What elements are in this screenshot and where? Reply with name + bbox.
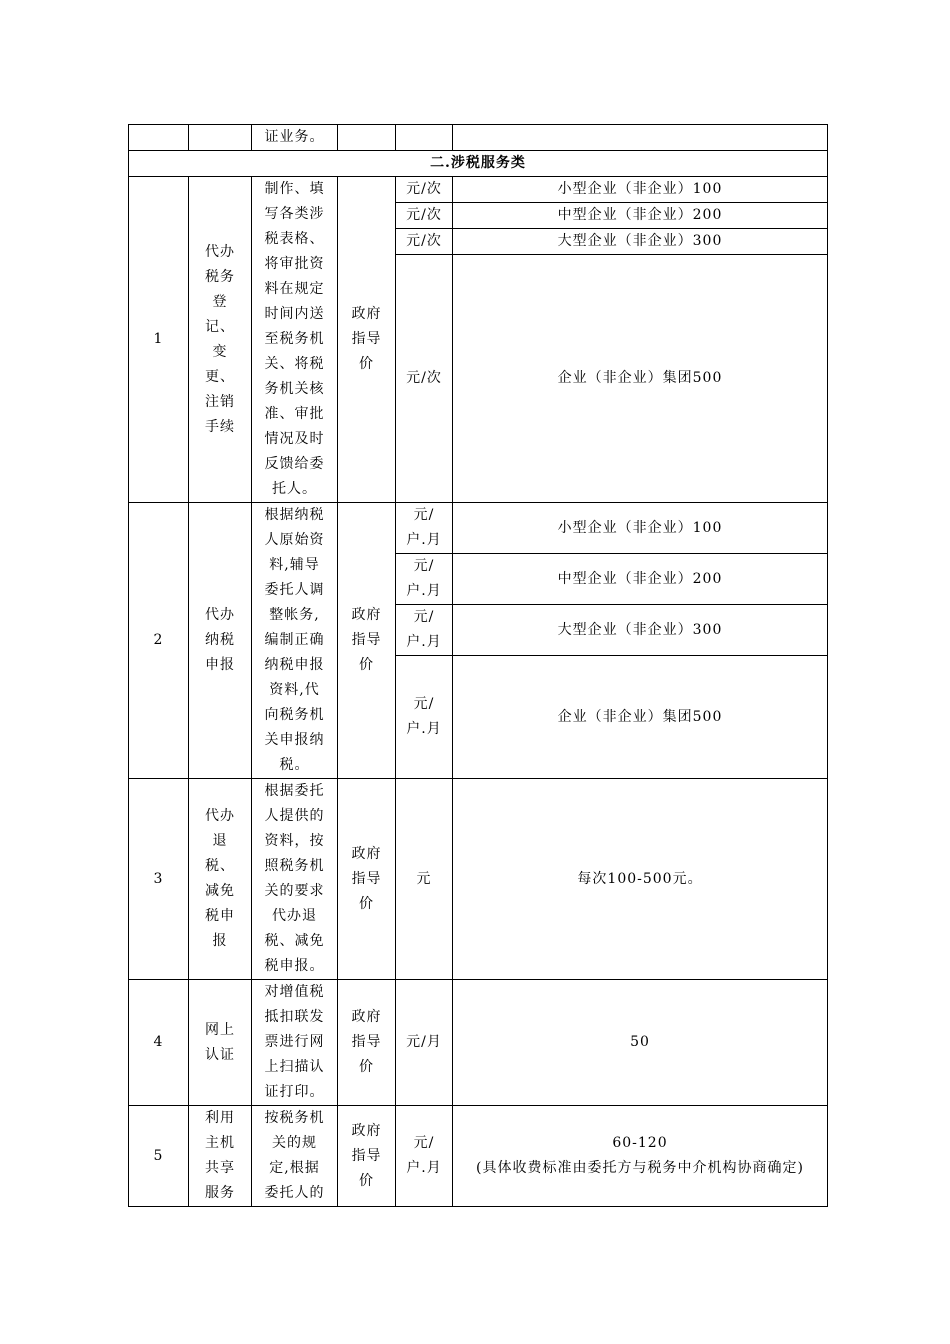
item-fee: 每次100-500元。 <box>453 779 828 980</box>
item-fee: 企业（非企业）集团500 <box>453 656 828 779</box>
cell-pricing <box>338 125 396 151</box>
item-name: 代办 退 税、 减免 税申 报 <box>189 779 252 980</box>
cell-content: 证业务。 <box>252 125 338 151</box>
item-content: 对增值税 抵扣联发 票进行网 上扫描认 证打印。 <box>252 980 338 1106</box>
item-pricing: 政府 指导 价 <box>338 1106 396 1207</box>
item-fee: 大型企业（非企业）300 <box>453 229 828 255</box>
item-name: 网上 认证 <box>189 980 252 1106</box>
item-content: 按税务机 关的规 定,根据 委托人的 <box>252 1106 338 1207</box>
item-content: 制作、填 写各类涉 税表格、 将审批资 料在规定 时间内送 至税务机 关、将税 务机关核 准、审批 情况及时 反馈给委 托人。 <box>252 177 338 503</box>
item-unit: 元/次 <box>396 255 453 503</box>
section-row <box>129 151 828 177</box>
item-name: 代办 纳税 申报 <box>189 503 252 779</box>
item-fee: 小型企业（非企业）100 <box>453 503 828 554</box>
table-row <box>129 503 828 554</box>
item-unit: 元/ 户.月 <box>396 554 453 605</box>
item-fee: 中型企业（非企业）200 <box>453 203 828 229</box>
item-fee: 60-120 (具体收费标准由委托方与税务中介机构协商确定) <box>453 1106 828 1207</box>
item-name: 利用 主机 共享 服务 <box>189 1106 252 1207</box>
table-row-carryover <box>129 125 828 151</box>
item-unit: 元/次 <box>396 229 453 255</box>
item-name: 代办 税务 登 记、 变 更、 注销 手续 <box>189 177 252 503</box>
item-number: 1 <box>129 177 189 503</box>
item-unit: 元/ 户.月 <box>396 1106 453 1207</box>
table-row <box>129 177 828 203</box>
item-number: 5 <box>129 1106 189 1207</box>
item-number: 3 <box>129 779 189 980</box>
fee-standard-table <box>128 124 828 1207</box>
item-unit: 元 <box>396 779 453 980</box>
table-row <box>129 779 828 980</box>
item-unit: 元/月 <box>396 980 453 1106</box>
item-pricing: 政府 指导 价 <box>338 503 396 779</box>
item-fee: 企业（非企业）集团500 <box>453 255 828 503</box>
table-row <box>129 1106 828 1207</box>
item-unit: 元/ 户.月 <box>396 656 453 779</box>
item-unit: 元/次 <box>396 177 453 203</box>
item-number: 2 <box>129 503 189 779</box>
item-pricing: 政府 指导 价 <box>338 779 396 980</box>
item-unit: 元/次 <box>396 203 453 229</box>
item-content: 根据纳税 人原始资 料,辅导 委托人调 整帐务, 编制正确 纳税申报 资料,代 向税务机 关申报纳 税。 <box>252 503 338 779</box>
item-unit: 元/ 户.月 <box>396 503 453 554</box>
item-fee: 50 <box>453 980 828 1106</box>
item-number: 4 <box>129 980 189 1106</box>
table-row <box>129 980 828 1106</box>
item-fee: 中型企业（非企业）200 <box>453 554 828 605</box>
item-pricing: 政府 指导 价 <box>338 177 396 503</box>
cell-no <box>129 125 189 151</box>
cell-name <box>189 125 252 151</box>
item-content: 根据委托 人提供的 资料，按 照税务机 关的要求 代办退 税、减免 税申报。 <box>252 779 338 980</box>
item-pricing: 政府 指导 价 <box>338 980 396 1106</box>
cell-unit <box>396 125 453 151</box>
cell-fee <box>453 125 828 151</box>
item-unit: 元/ 户.月 <box>396 605 453 656</box>
item-fee: 小型企业（非企业）100 <box>453 177 828 203</box>
section-title: 二.涉税服务类 <box>129 151 828 177</box>
item-fee: 大型企业（非企业）300 <box>453 605 828 656</box>
